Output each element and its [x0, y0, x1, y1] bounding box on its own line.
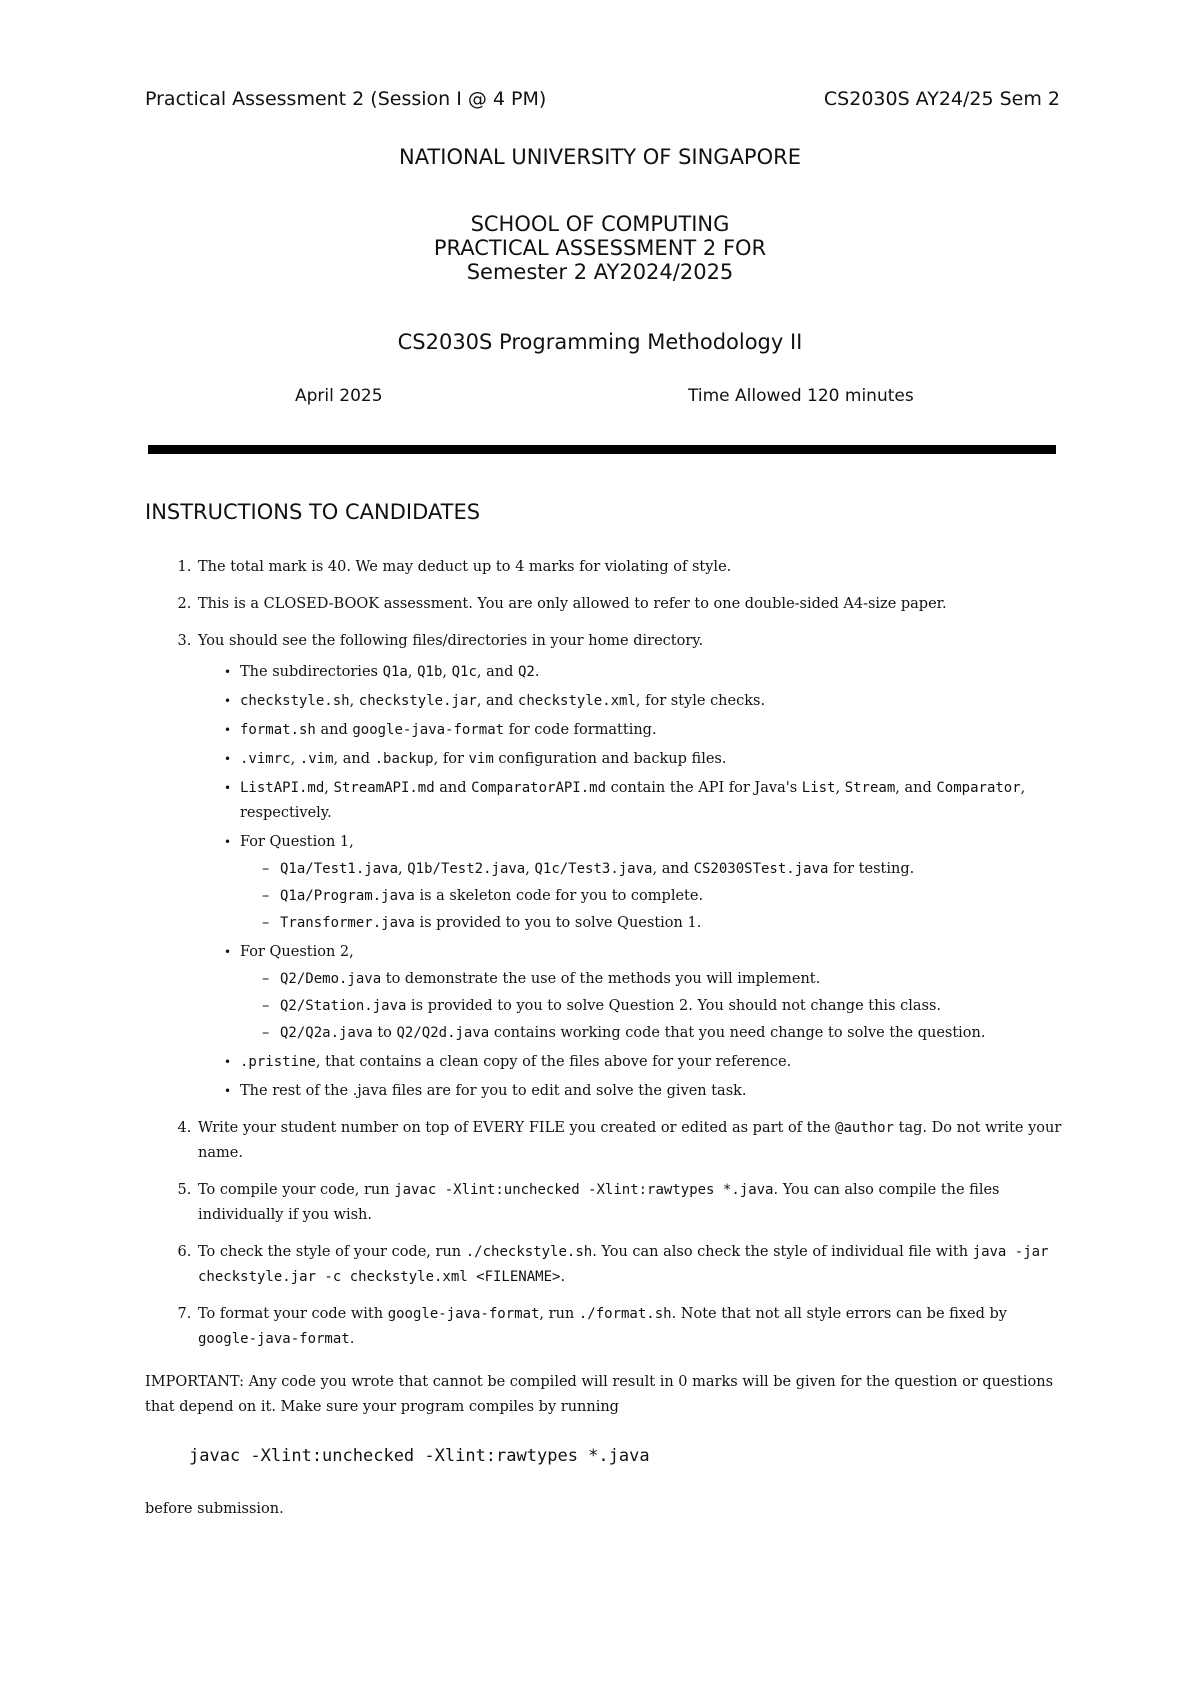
file-list: [198, 660, 1065, 1104]
q1-file-transformer: – Transformer.java is provided to you to solve Question 1.: [262, 911, 1065, 936]
semester-name: Semester 2 AY2024/2025: [466, 260, 734, 284]
instruction-7: 7. To format your code with google-java-format, run ./format.sh. Note that not all style errors can be fixed by google-java-format.: [196, 1302, 1065, 1352]
before-submission: before submission.: [145, 1501, 284, 1517]
instruction-1: 1. The total mark is 40. We may deduct up to 4 marks for violating of style.: [196, 555, 1065, 580]
assessment-name: PRACTICAL ASSESSMENT 2 FOR: [433, 236, 767, 260]
university-name: NATIONAL UNIVERSITY OF SINGAPORE: [398, 145, 801, 169]
instruction-4: 4. Write your student number on top of EVERY FILE you created or edited as part of the @author tag. Do not write your name.: [196, 1116, 1065, 1166]
instruction-list: [145, 555, 1065, 1352]
file-item-rest: • The rest of the .java files are for you to edit and solve the given task.: [224, 1079, 1065, 1104]
school-name: SCHOOL OF COMPUTING: [470, 212, 730, 236]
compile-command: javac -Xlint:unchecked -Xlint:rawtypes *.java: [189, 1446, 650, 1466]
file-item-pristine: • .pristine, that contains a clean copy of the files above for your reference.: [224, 1050, 1065, 1075]
page-header: [145, 88, 1060, 110]
title-block: [0, 212, 1200, 284]
file-item-vim: • .vimrc, .vim, and .backup, for vim configuration and backup files.: [224, 747, 1065, 772]
title-divider: [148, 445, 1056, 454]
file-item-format: • format.sh and google-java-format for code formatting.: [224, 718, 1065, 743]
course-title: CS2030S Programming Methodology II: [397, 330, 803, 354]
important-label: IMPORTANT:: [145, 1374, 244, 1390]
q2-file-station: – Q2/Station.java is provided to you to solve Question 2. You should not change this class.: [262, 994, 1065, 1019]
question-1-files: [240, 857, 1065, 936]
instruction-5: 5. To compile your code, run javac -Xlint:unchecked -Xlint:rawtypes *.java. You can also compile the files individually if you wish.: [196, 1178, 1065, 1228]
instruction-6: 6. To check the style of your code, run ./checkstyle.sh. You can also check the style of individual file with java -jar checkstyle.jar -c checkstyle.xml <FILENAME>.: [196, 1240, 1065, 1290]
file-item-question-2: • For Question 2, – Q2/Demo.java to demonstrate the use of the methods you will implement. – Q2/Station.java is provided to you to solve Question 2. You should not change this class. – Q2/Q2a.java to Q2/Q2d.java contains working code that you need change to solve the question.: [224, 940, 1065, 1046]
instruction-2: 2. This is a CLOSED-BOOK assessment. You are only allowed to refer to one double-sided A4-size paper.: [196, 592, 1065, 617]
important-note: [145, 1370, 1065, 1420]
file-item-subdirectories: • The subdirectories Q1a, Q1b, Q1c, and Q2.: [224, 660, 1065, 685]
important-text: Any code you wrote that cannot be compiled will result in 0 marks will be given for the question or questions that depend on it. Make sure your program compiles by running: [145, 1374, 1054, 1415]
file-item-checkstyle: • checkstyle.sh, checkstyle.jar, and checkstyle.xml, for style checks.: [224, 689, 1065, 714]
q1-file-tests: – Q1a/Test1.java, Q1b/Test2.java, Q1c/Test3.java, and CS2030STest.java for testing.: [262, 857, 1065, 882]
instructions: [145, 555, 1065, 1522]
q2-file-q2a-q2d: – Q2/Q2a.java to Q2/Q2d.java contains working code that you need change to solve the question.: [262, 1021, 1065, 1046]
question-2-files: [240, 967, 1065, 1046]
exam-date: April 2025: [295, 386, 383, 406]
time-allowed: Time Allowed 120 minutes: [688, 386, 914, 406]
header-left: Practical Assessment 2 (Session I @ 4 PM): [145, 88, 547, 110]
section-title: INSTRUCTIONS TO CANDIDATES: [145, 500, 481, 524]
instruction-3: 3. You should see the following files/directories in your home directory. • The subdirectories Q1a, Q1b, Q1c, and Q2. • checkstyle.sh, checkstyle.jar, and checkstyle.xml, for style checks. • format.sh and google-java-format for code formatting. • .vimrc, .vim, and .backup, for vim configuration and backup files. • ListAPI.md, StreamAPI.md and ComparatorAPI.md contain the API for Java's List, Stream, and Comparator, respectively. • For Question 1, – Q1a/Test1.java, Q1b/Test2.java, Q1c/Test3.java, and CS2030STest.java for testing. – Q1a/Program.java is a skeleton code for you to complete. – Transformer.java is provided to you to solve Question 1. • For Question 2, – Q2/Demo.java to demonstrate the use of the methods you will implement. – Q2/Station.java is provided to you to solve Question 2. You should not change this class. – Q2/Q2a.java to Q2/Q2d.java contains working code that you need change to solve the question. • .pristine, that contains a clean copy of the files above for your reference. • The rest of the .java files are for you to edit and solve the given task.: [196, 629, 1065, 1104]
file-item-api: • ListAPI.md, StreamAPI.md and ComparatorAPI.md contain the API for Java's List, Stream, and Comparator, respectively.: [224, 776, 1065, 826]
q1-file-program: – Q1a/Program.java is a skeleton code for you to complete.: [262, 884, 1065, 909]
q2-file-demo: – Q2/Demo.java to demonstrate the use of the methods you will implement.: [262, 967, 1065, 992]
header-right: CS2030S AY24/25 Sem 2: [823, 88, 1060, 110]
file-item-question-1: • For Question 1, – Q1a/Test1.java, Q1b/Test2.java, Q1c/Test3.java, and CS2030STest.java for testing. – Q1a/Program.java is a skeleton code for you to complete. – Transformer.java is provided to you to solve Question 1.: [224, 830, 1065, 936]
